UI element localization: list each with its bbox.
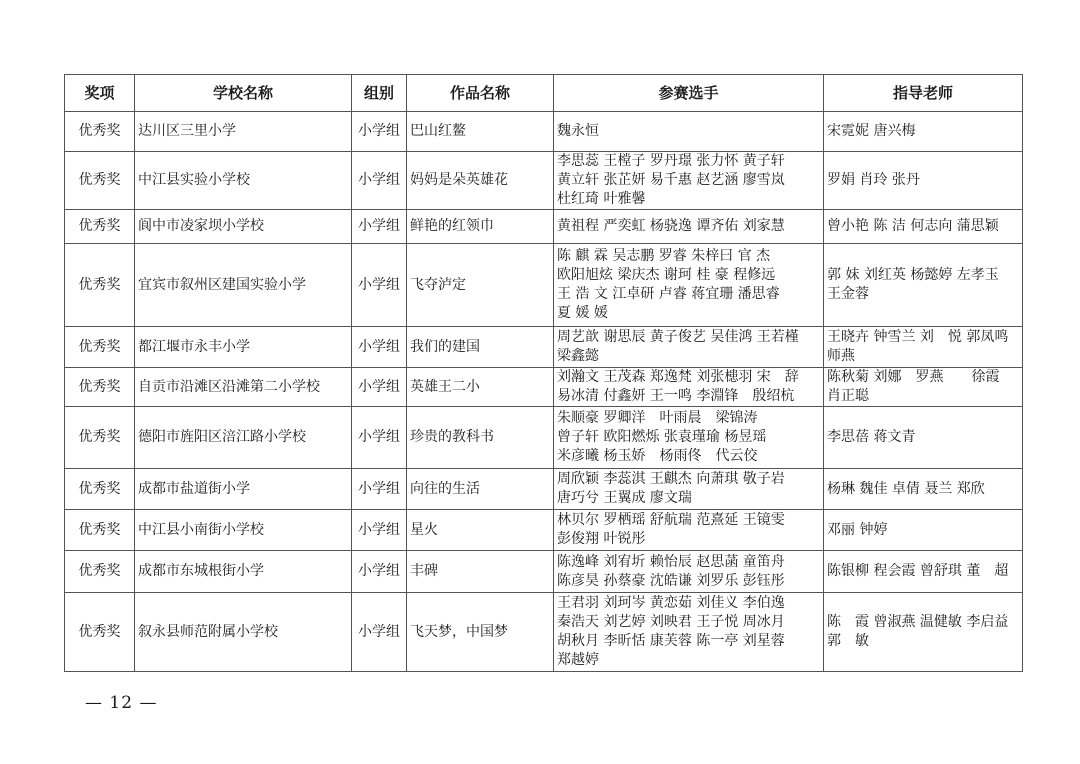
teachers-cell-line: 陈秋菊 刘娜 罗燕 徐霞 bbox=[827, 369, 1000, 385]
participants-cell-line: 秦浩天 刘艺婷 刘映君 王子悦 周冰月 bbox=[557, 614, 785, 630]
award-cell: 优秀奖 bbox=[65, 244, 135, 327]
table-row bbox=[65, 469, 1023, 510]
teachers-cell bbox=[824, 112, 1023, 152]
school-cell: 都江堰市永丰小学 bbox=[135, 327, 352, 368]
teachers-cell-line: 郭 妹 刘红英 杨懿婷 左孝玉 bbox=[827, 267, 999, 283]
table-row bbox=[65, 593, 1023, 672]
work-cell: 珍贵的教科书 bbox=[407, 407, 554, 469]
teachers-cell bbox=[824, 210, 1023, 244]
participants-cell-line: 杜红琦 叶雅馨 bbox=[557, 191, 646, 207]
school-cell: 成都市东城根街小学 bbox=[135, 551, 352, 593]
header-school: 学校名称 bbox=[135, 75, 352, 112]
teachers-cell bbox=[824, 551, 1023, 593]
school-cell: 达川区三里小学 bbox=[135, 112, 352, 152]
teachers-cell bbox=[824, 593, 1023, 672]
participants-cell-line: 曾子轩 欧阳燃烁 张袁瑾瑜 杨昱瑶 bbox=[557, 429, 767, 445]
work-cell: 英雄王二小 bbox=[407, 368, 554, 407]
participants-cell bbox=[554, 152, 824, 210]
participants-cell bbox=[554, 244, 824, 327]
table-row bbox=[65, 210, 1023, 244]
teachers-cell-line: 陈银柳 程会霞 曾舒琪 董 超 bbox=[827, 563, 1009, 579]
teachers-cell-line: 杨琳 魏佳 卓倩 聂兰 郑欣 bbox=[827, 480, 985, 497]
participants-cell bbox=[554, 112, 824, 152]
school-cell: 阆中市凌家坝小学校 bbox=[135, 210, 352, 244]
award-cell: 优秀奖 bbox=[65, 368, 135, 407]
work-cell: 星火 bbox=[407, 510, 554, 551]
participants-cell-line: 陈彦昊 孙蔡豪 沈皓谦 刘罗乐 彭钰彤 bbox=[557, 572, 785, 589]
award-cell: 优秀奖 bbox=[65, 469, 135, 510]
teachers-cell bbox=[824, 244, 1023, 327]
participants-cell-line: 李思蕊 王樘子 罗丹璟 张力怀 黄子轩 bbox=[557, 153, 785, 169]
table-body bbox=[65, 112, 1023, 672]
group-cell: 小学组 bbox=[352, 510, 407, 551]
page-number: — 12 — bbox=[85, 693, 158, 713]
participants-cell-line: 魏永恒 bbox=[557, 123, 599, 139]
group-cell: 小学组 bbox=[352, 469, 407, 510]
teachers-cell-line: 郭 敏 bbox=[827, 633, 869, 649]
group-cell: 小学组 bbox=[352, 551, 407, 593]
group-cell: 小学组 bbox=[352, 112, 407, 152]
award-cell: 优秀奖 bbox=[65, 210, 135, 244]
teachers-cell-line: 陈 霞 曾淑燕 温健敏 李启益 bbox=[827, 614, 1009, 630]
teachers-cell bbox=[824, 368, 1023, 407]
participants-cell bbox=[554, 593, 824, 672]
teachers-cell-line: 李思蓓 蒋文青 bbox=[827, 429, 916, 445]
award-table bbox=[64, 74, 1023, 672]
work-cell: 鲜艳的红领巾 bbox=[407, 210, 554, 244]
award-cell: 优秀奖 bbox=[65, 407, 135, 469]
teachers-cell-line: 邓丽 钟婷 bbox=[827, 521, 888, 538]
group-cell: 小学组 bbox=[352, 593, 407, 672]
school-cell: 成都市盐道街小学 bbox=[135, 469, 352, 510]
header-group: 组别 bbox=[352, 75, 407, 112]
table-row bbox=[65, 510, 1023, 551]
work-cell: 飞天梦，中国梦 bbox=[407, 593, 554, 672]
group-cell: 小学组 bbox=[352, 407, 407, 469]
participants-cell bbox=[554, 210, 824, 244]
header-award: 奖项 bbox=[65, 75, 135, 112]
participants-cell-line: 黄祖程 严奕虹 杨骁逸 谭齐佑 刘家慧 bbox=[557, 218, 785, 234]
work-cell: 丰碑 bbox=[407, 551, 554, 593]
participants-cell bbox=[554, 469, 824, 510]
award-cell: 优秀奖 bbox=[65, 327, 135, 368]
table-row bbox=[65, 152, 1023, 210]
school-cell: 宜宾市叙州区建国实验小学 bbox=[135, 244, 352, 327]
teachers-cell bbox=[824, 510, 1023, 551]
header-teachers: 指导老师 bbox=[824, 75, 1023, 112]
table-row bbox=[65, 368, 1023, 407]
participants-cell-line: 朱顺豪 罗卿洋 叶雨晨 梁锦涛 bbox=[557, 410, 758, 426]
participants-cell-line: 陈 麒 霖 吴志鹏 罗睿 朱梓曰 官 杰 bbox=[557, 248, 771, 264]
participants-cell-line: 陈逸峰 刘宥圻 赖怡辰 赵思菡 童笛舟 bbox=[557, 553, 785, 570]
participants-cell-line: 米彦曦 杨玉娇 杨雨佟 代云佼 bbox=[557, 448, 758, 464]
table-row bbox=[65, 551, 1023, 593]
teachers-cell bbox=[824, 469, 1023, 510]
participants-cell-line: 郑越婷 bbox=[557, 652, 599, 668]
teachers-cell bbox=[824, 327, 1023, 368]
group-cell: 小学组 bbox=[352, 152, 407, 210]
participants-cell-line: 欧阳旭炫 梁庆杰 谢珂 桂 豪 程修远 bbox=[557, 267, 776, 283]
participants-cell-line: 易冰清 付鑫妍 王一鸣 李淵锋 殷绍杭 bbox=[557, 388, 795, 404]
group-cell: 小学组 bbox=[352, 368, 407, 407]
participants-cell-line: 周艺歆 谢思辰 黄子俊艺 吴佳鸿 王若槿 bbox=[557, 329, 799, 345]
teachers-cell-line: 肖正聪 bbox=[827, 388, 869, 404]
participants-cell bbox=[554, 551, 824, 593]
award-cell: 优秀奖 bbox=[65, 593, 135, 672]
group-cell: 小学组 bbox=[352, 244, 407, 327]
group-cell: 小学组 bbox=[352, 327, 407, 368]
header-work: 作品名称 bbox=[407, 75, 554, 112]
participants-cell-line: 林贝尔 罗栖瑶 舒航瑞 范熹延 王镜雯 bbox=[557, 512, 785, 528]
teachers-cell-line: 曾小艳 陈 洁 何志向 蒲思颖 bbox=[827, 218, 999, 234]
header-participants: 参赛选手 bbox=[554, 75, 824, 112]
school-cell: 自贡市沿滩区沿滩第二小学校 bbox=[135, 368, 352, 407]
table-row bbox=[65, 407, 1023, 469]
teachers-cell bbox=[824, 152, 1023, 210]
teachers-cell-line: 王晓卉 钟雪兰 刘 悦 郭凤鸣 bbox=[827, 329, 1009, 345]
work-cell: 妈妈是朵英雄花 bbox=[407, 152, 554, 210]
award-cell: 优秀奖 bbox=[65, 112, 135, 152]
participants-cell-line: 周欣颖 李蕊淇 王麒杰 向萧琪 敬子岩 bbox=[557, 471, 785, 487]
teachers-cell-line: 罗娟 肖玲 张丹 bbox=[827, 172, 920, 188]
group-cell: 小学组 bbox=[352, 210, 407, 244]
participants-cell-line: 黄立轩 张芷妍 易千惠 赵艺涵 廖雪岚 bbox=[557, 172, 785, 188]
participants-cell-line: 王 浩 文 江卓研 卢睿 蒋宜珊 潘思睿 bbox=[557, 286, 780, 302]
table-row bbox=[65, 244, 1023, 327]
school-cell: 中江县实验小学校 bbox=[135, 152, 352, 210]
school-cell: 叙永县师范附属小学校 bbox=[135, 593, 352, 672]
participants-cell-line: 梁鑫懿 bbox=[557, 348, 599, 364]
participants-cell bbox=[554, 368, 824, 407]
work-cell: 巴山红鳌 bbox=[407, 112, 554, 152]
school-cell: 中江县小南街小学校 bbox=[135, 510, 352, 551]
table-header bbox=[65, 75, 1023, 112]
award-cell: 优秀奖 bbox=[65, 152, 135, 210]
award-cell: 优秀奖 bbox=[65, 551, 135, 593]
school-cell: 德阳市旌阳区涪江路小学校 bbox=[135, 407, 352, 469]
participants-cell-line: 夏 媛 媛 bbox=[557, 305, 608, 321]
participants-cell-line: 彭俊翔 叶锐彤 bbox=[557, 531, 646, 547]
teachers-cell-line: 宋霓妮 唐兴梅 bbox=[827, 123, 916, 139]
award-cell: 优秀奖 bbox=[65, 510, 135, 551]
participants-cell-line: 胡秋月 李昕恬 康芙蓉 陈一亭 刘星蓉 bbox=[557, 633, 785, 649]
work-cell: 我们的建国 bbox=[407, 327, 554, 368]
participants-cell-line: 刘瀚文 王茂森 郑逸梵 刘张槵羽 宋 辞 bbox=[557, 369, 799, 385]
teachers-cell-line: 王金蓉 bbox=[827, 286, 869, 302]
participants-cell-line: 唐巧兮 王翼成 廖文瑞 bbox=[557, 490, 692, 506]
participants-cell bbox=[554, 327, 824, 368]
teachers-cell bbox=[824, 407, 1023, 469]
participants-cell bbox=[554, 510, 824, 551]
header-row bbox=[65, 75, 1023, 112]
table-row bbox=[65, 112, 1023, 152]
participants-cell-line: 王君羽 刘珂岑 黄恋茹 刘佳义 李伯逸 bbox=[557, 595, 785, 611]
work-cell: 向往的生活 bbox=[407, 469, 554, 510]
participants-cell bbox=[554, 407, 824, 469]
work-cell: 飞夺泸定 bbox=[407, 244, 554, 327]
teachers-cell-line: 师燕 bbox=[827, 348, 855, 364]
table-row bbox=[65, 327, 1023, 368]
